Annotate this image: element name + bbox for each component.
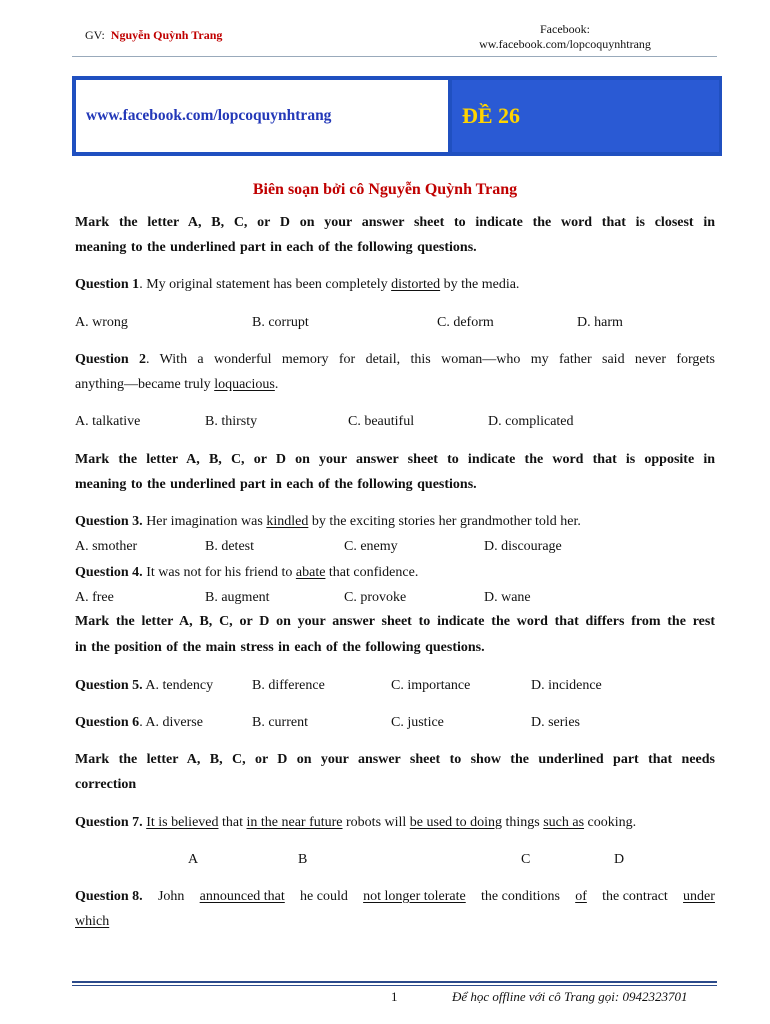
underlined-part-a: announced that [199,889,285,904]
underlined-word: kindled [266,514,309,529]
question-text: that [218,815,247,830]
instruction-opposite-line2: meaning to the underlined part in each of the following questions. [75,477,477,492]
question-8-line2 [75,914,109,930]
question-1 [75,277,519,293]
option-d: D. discourage [484,539,562,554]
option-a: A. talkative [75,414,141,429]
question-text: things [501,815,544,830]
facebook-url[interactable]: ww.facebook.com/lopcoquynhtrang [479,37,651,51]
question-text: by the exciting stories her grandmother told her. [308,514,581,529]
question-text: It was not for his friend to [142,565,296,580]
question-text: . My original statement has been completely [139,277,392,292]
question-5 [75,678,213,694]
option-d: D. series [531,715,580,730]
underlined-part-b: in the near future [246,815,343,830]
underlined-part-b: not longer tolerate [363,889,466,904]
instruction-closest-line2: meaning to the underlined part in each of the following questions. [75,240,477,255]
question-2-line1 [75,352,715,368]
option-b: B. difference [252,678,325,693]
marker-a: A [188,852,199,867]
underlined-part-d: under [683,889,715,904]
marker-d: D [614,852,625,867]
underlined-part-c: of [575,889,587,904]
question-text: . With a wonderful memory for detail, this woman—who my father said never forgets [146,352,715,367]
option-c: C. beautiful [348,414,415,429]
banner-url-box [76,80,448,152]
option-b: B. current [252,715,308,730]
instruction-stress-line1: Mark the letter A, B, C, or D on your answer sheet to indicate the word that differs from the rest [75,614,715,629]
option-b: B. thirsty [205,414,258,429]
banner-title-box [452,80,719,152]
option-b: B. detest [205,539,254,554]
teacher-name: Nguyễn Quỳnh Trang [110,28,223,42]
option-a: . A. diverse [139,715,203,730]
question-8-line1 [75,889,715,905]
header-facebook [470,22,660,52]
question-label: Question 3. [75,514,143,529]
instruction-opposite-line1: Mark the letter A, B, C, or D on your answer sheet to indicate the word that is opposite in [75,452,715,467]
option-b: B. augment [205,590,270,605]
option-d: D. complicated [488,414,574,429]
question-text: Her imagination was [142,514,267,529]
question-text: cooking. [584,815,637,830]
option-c: C. justice [391,715,444,730]
option-c: C. provoke [344,590,407,605]
question-text: he could [300,889,348,904]
question-text: that confidence. [325,565,419,580]
option-d: D. harm [577,315,623,330]
footer-contact: Để học offline với cô Trang gọi: 0942323701 [452,989,688,1004]
marker-b: B [298,852,308,867]
facebook-label: Facebook: [540,22,590,36]
underlined-continuation: which [75,914,110,929]
instruction-stress-line2: in the position of the main stress in each of the following questions. [75,640,485,655]
question-label: Question 4. [75,565,143,580]
underlined-word: loquacious [214,377,275,392]
footer-divider-thin [72,985,717,986]
title-banner [72,76,722,156]
option-a: A. tendency [145,678,214,693]
option-d: D. incidence [531,678,602,693]
option-b: B. corrupt [252,315,309,330]
option-c: C. importance [391,678,471,693]
banner-url[interactable]: www.facebook.com/lopcoquynhtrang [86,107,332,124]
underlined-part-c: be used to doing [409,815,502,830]
option-a: A. free [75,590,114,605]
question-6 [75,715,203,731]
underlined-part-d: such as [543,815,585,830]
marker-c: C [521,852,531,867]
question-label: Question 6 [75,715,140,730]
exam-title: ĐỀ 26 [462,103,521,128]
question-2-line2 [75,377,278,393]
option-a: A. smother [75,539,138,554]
question-text: by the media. [440,277,520,292]
underlined-word: abate [295,565,326,580]
question-label: Question 1 [75,277,140,292]
underlined-part-a: It is believed [146,815,219,830]
header-teacher [85,28,222,43]
page-number: 1 [391,989,398,1004]
question-7 [75,815,636,831]
question-label: Question 7. [75,815,143,830]
question-text: anything—became truly [75,377,215,392]
subtitle: Biên soạn bởi cô Nguyễn Quỳnh Trang [252,181,518,198]
instruction-correction-line2: correction [75,777,137,792]
footer-divider [72,981,717,983]
option-d: D. wane [484,590,531,605]
option-c: C. deform [437,315,494,330]
question-label: Question 5. [75,678,143,693]
question-text: the conditions [481,889,560,904]
question-text: robots will [342,815,410,830]
instruction-closest-line1: Mark the letter A, B, C, or D on your answer sheet to indicate the word that is closest in [75,215,715,230]
question-3 [75,514,581,530]
instruction-correction-line1: Mark the letter A, B, C, or D on your answer sheet to show the underlined part that needs [75,752,715,767]
option-c: C. enemy [344,539,398,554]
question-text: . [274,377,279,392]
question-text: the contract [602,889,668,904]
question-label: Question 2 [75,352,147,367]
question-text: John [157,889,185,904]
question-label: Question 8. [75,889,143,904]
option-a: A. wrong [75,315,128,330]
underlined-word: distorted [391,277,441,292]
question-4 [75,565,418,581]
gv-label: GV: [85,28,105,42]
header-divider [72,56,717,57]
